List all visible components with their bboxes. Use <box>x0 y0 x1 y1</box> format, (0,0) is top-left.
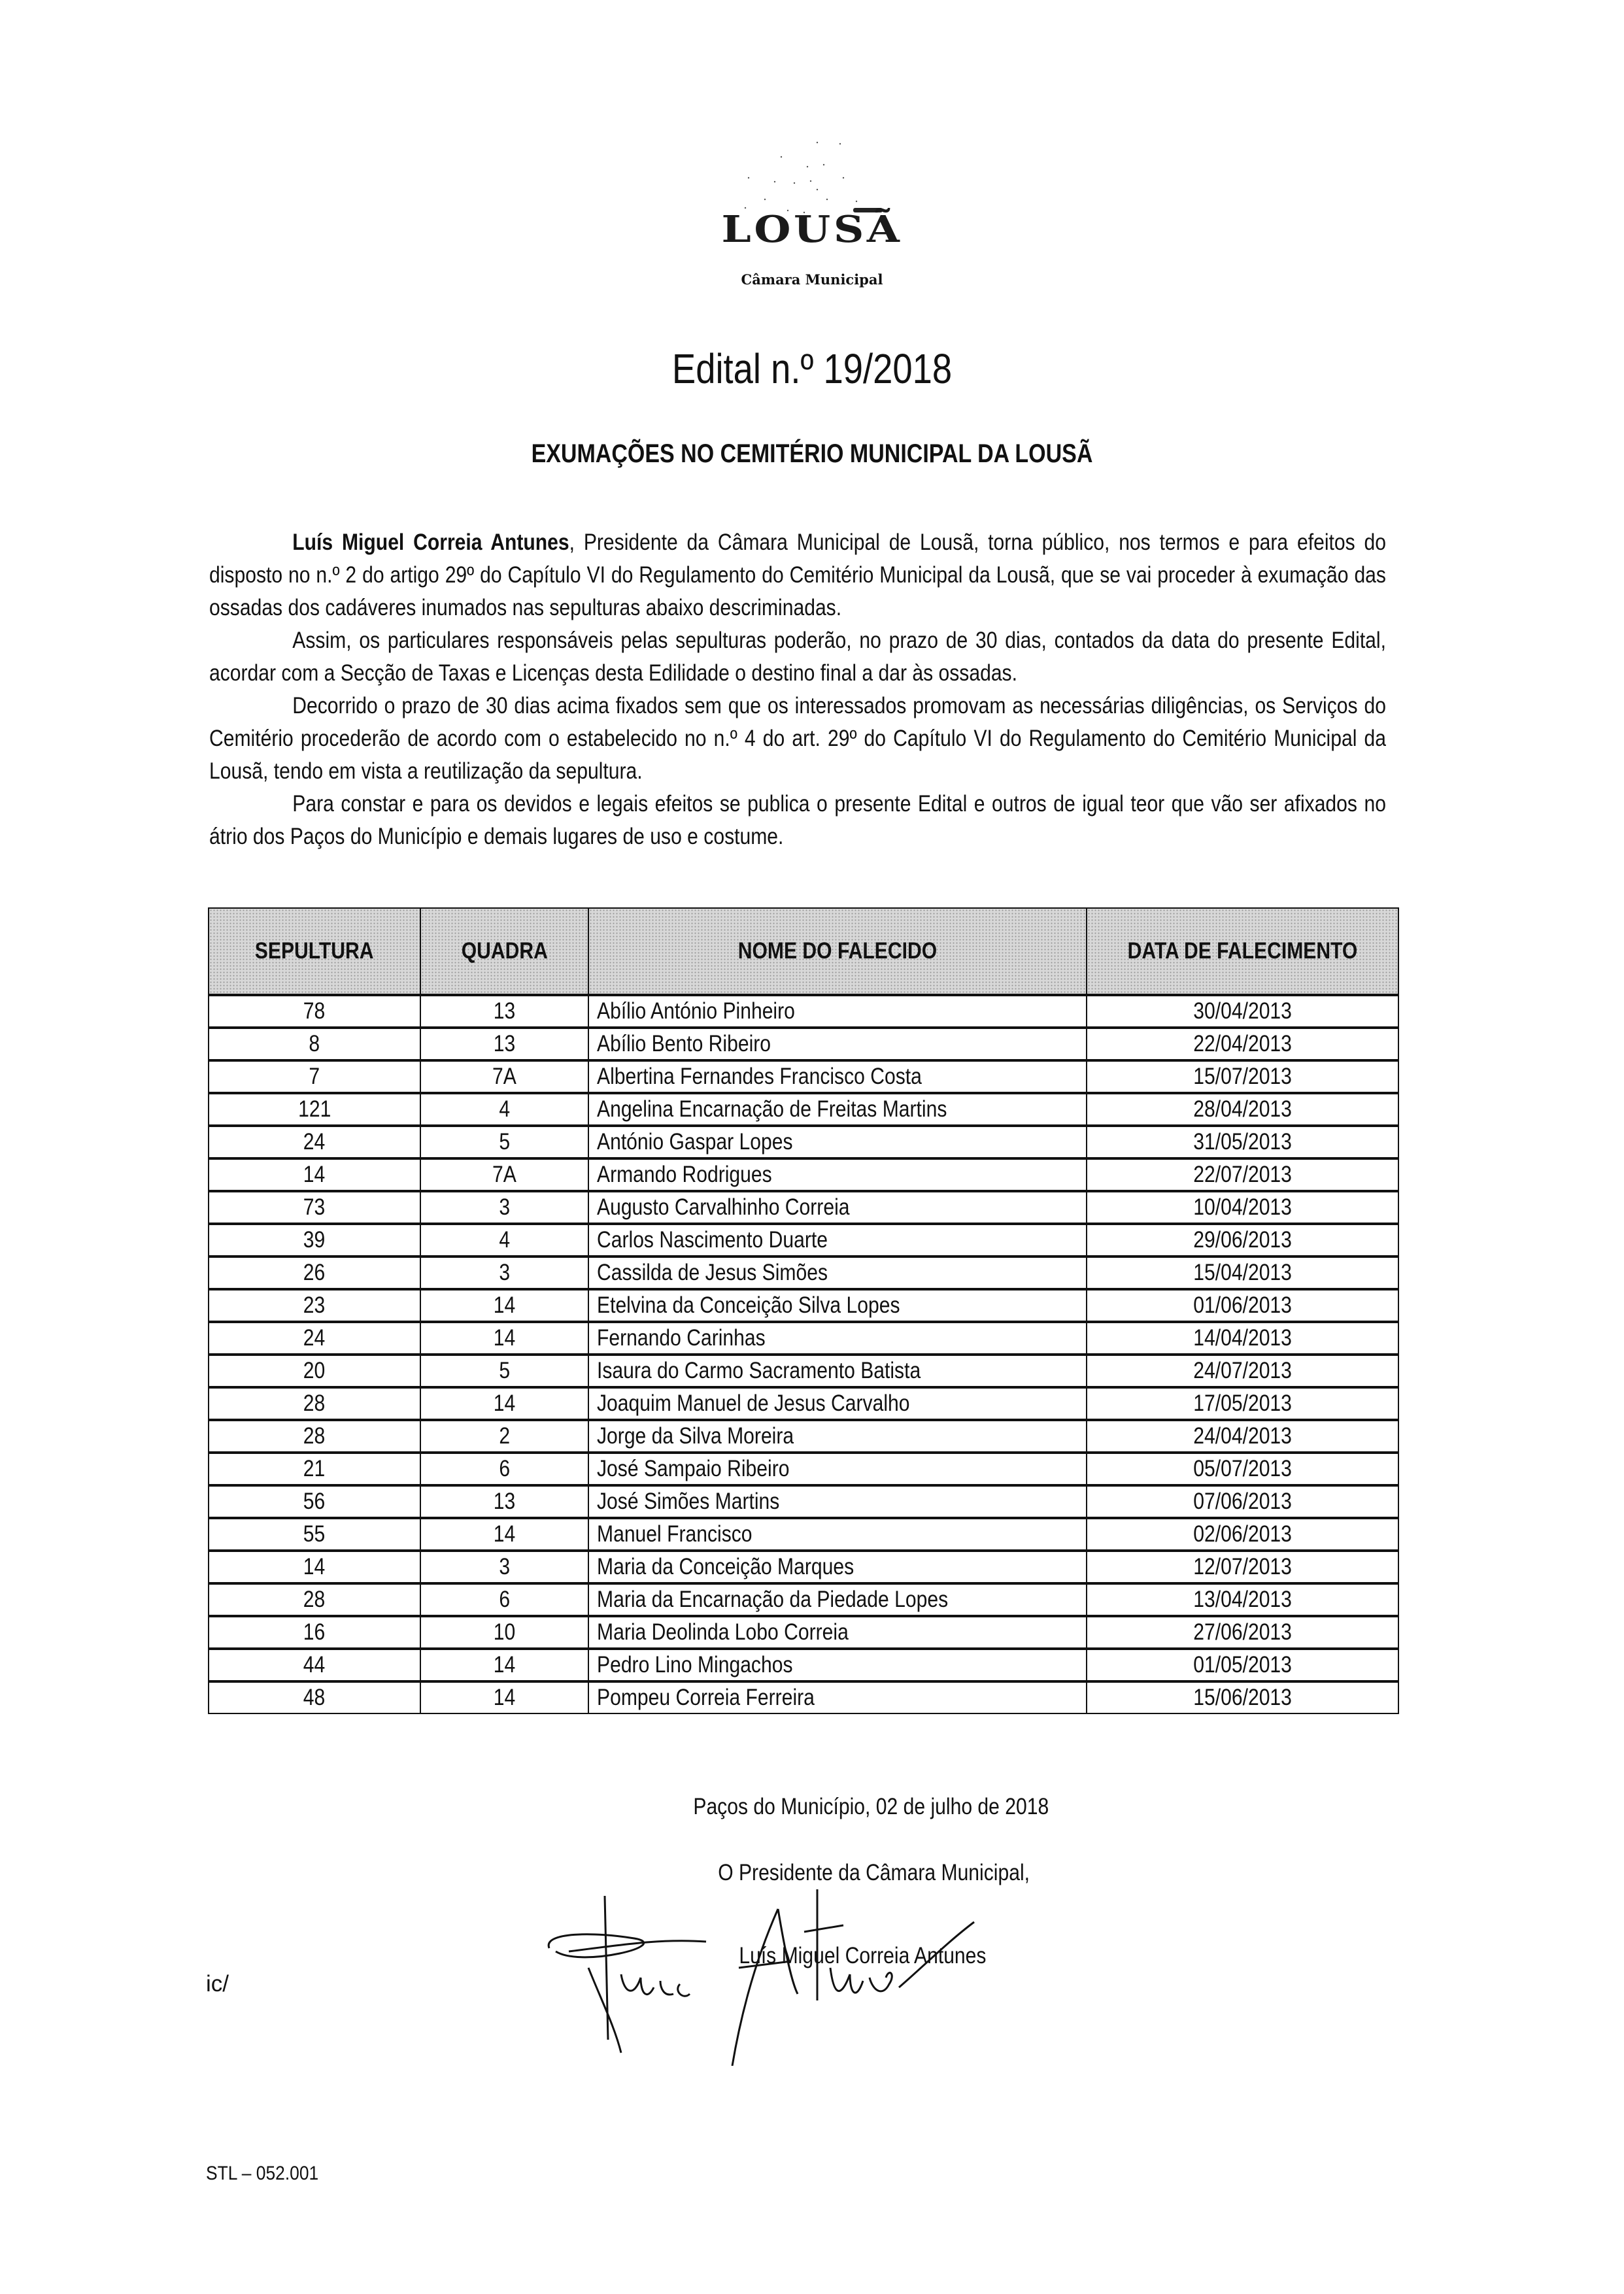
cell-data: 07/06/2013 <box>1087 1485 1398 1518</box>
cell-nome: Pedro Lino Mingachos <box>588 1649 1087 1681</box>
cell-quadra: 6 <box>420 1453 588 1485</box>
cell-data: 02/06/2013 <box>1087 1518 1398 1551</box>
cell-quadra: 7A <box>420 1158 588 1191</box>
cell-quadra: 4 <box>420 1093 588 1126</box>
cell-quadra: 14 <box>420 1649 588 1681</box>
table-row <box>209 1420 1398 1453</box>
table-row <box>209 1028 1398 1060</box>
cell-quadra: 14 <box>420 1518 588 1551</box>
cell-data: 15/07/2013 <box>1087 1060 1398 1093</box>
cell-data: 01/06/2013 <box>1087 1289 1398 1322</box>
cell-data: 17/05/2013 <box>1087 1387 1398 1420</box>
cell-nome: Abílio Bento Ribeiro <box>588 1028 1087 1060</box>
cell-quadra: 3 <box>420 1551 588 1583</box>
cell-sepultura: 7 <box>209 1060 420 1093</box>
logo-subtitle: Câmara Municipal <box>741 271 883 288</box>
cell-data: 05/07/2013 <box>1087 1453 1398 1485</box>
cell-sepultura: 24 <box>209 1126 420 1158</box>
cell-data: 15/06/2013 <box>1087 1681 1398 1713</box>
cell-data: 22/04/2013 <box>1087 1028 1398 1060</box>
cell-data: 13/04/2013 <box>1087 1583 1398 1616</box>
cell-quadra: 2 <box>420 1420 588 1453</box>
president-title: O Presidente da Câmara Municipal, <box>718 1860 1030 1885</box>
cell-sepultura: 55 <box>209 1518 420 1551</box>
cell-nome: Albertina Fernandes Francisco Costa <box>588 1060 1087 1093</box>
table-row <box>209 1093 1398 1126</box>
president-name-inline: Luís Miguel Correia Antunes <box>292 530 569 555</box>
cell-quadra: 13 <box>420 995 588 1028</box>
cell-quadra: 14 <box>420 1289 588 1322</box>
cell-nome: Etelvina da Conceição Silva Lopes <box>588 1289 1087 1322</box>
cell-quadra: 6 <box>420 1583 588 1616</box>
column-header-quadra: QUADRA <box>420 908 588 995</box>
cell-data: 15/04/2013 <box>1087 1257 1398 1289</box>
cell-nome: Angelina Encarnação de Freitas Martins <box>588 1093 1087 1126</box>
cell-nome: Armando Rodrigues <box>588 1158 1087 1191</box>
cell-nome: Isaura do Carmo Sacramento Batista <box>588 1355 1087 1387</box>
exhumation-table <box>208 907 1399 1714</box>
table-header-row <box>209 908 1398 995</box>
document-body <box>209 526 1386 853</box>
cell-quadra: 4 <box>420 1224 588 1257</box>
table-row <box>209 1649 1398 1681</box>
cell-sepultura: 21 <box>209 1453 420 1485</box>
cell-quadra: 7A <box>420 1060 588 1093</box>
cell-nome: Manuel Francisco <box>588 1518 1087 1551</box>
cell-nome: Abílio António Pinheiro <box>588 995 1087 1028</box>
cell-sepultura: 48 <box>209 1681 420 1713</box>
cell-nome: António Gaspar Lopes <box>588 1126 1087 1158</box>
table-row <box>209 1387 1398 1420</box>
column-header-data: DATA DE FALECIMENTO <box>1087 908 1398 995</box>
table-row <box>209 1355 1398 1387</box>
cell-sepultura: 56 <box>209 1485 420 1518</box>
cell-data: 24/07/2013 <box>1087 1355 1398 1387</box>
cell-nome: Joaquim Manuel de Jesus Carvalho <box>588 1387 1087 1420</box>
table-row <box>209 1158 1398 1191</box>
cell-nome: Carlos Nascimento Duarte <box>588 1224 1087 1257</box>
cell-nome: Pompeu Correia Ferreira <box>588 1681 1087 1713</box>
cell-data: 22/07/2013 <box>1087 1158 1398 1191</box>
cell-quadra: 5 <box>420 1126 588 1158</box>
cell-data: 12/07/2013 <box>1087 1551 1398 1583</box>
table-row <box>209 1060 1398 1093</box>
paragraph-1 <box>209 526 1386 624</box>
cell-quadra: 14 <box>420 1322 588 1355</box>
table-row <box>209 995 1398 1028</box>
paragraph-3: Decorrido o prazo de 30 dias acima fixados sem que os interessados promovam as necessárias diligências, os Serviços do Cemitério procederão de acordo com o estabelecido no n.º 4 do art. 29º do Capítulo VI do Regulamento do Cemitério Municipal da Lousã, tendo em vista a reutilização da sepultura. <box>209 693 1386 784</box>
table-row <box>209 1257 1398 1289</box>
cell-data: 28/04/2013 <box>1087 1093 1398 1126</box>
cell-sepultura: 121 <box>209 1093 420 1126</box>
cell-quadra: 3 <box>420 1191 588 1224</box>
cell-quadra: 14 <box>420 1681 588 1713</box>
cell-sepultura: 14 <box>209 1551 420 1583</box>
cell-data: 27/06/2013 <box>1087 1616 1398 1649</box>
cell-sepultura: 14 <box>209 1158 420 1191</box>
cell-data: 30/04/2013 <box>1087 995 1398 1028</box>
cell-sepultura: 28 <box>209 1387 420 1420</box>
cell-nome: Jorge da Silva Moreira <box>588 1420 1087 1453</box>
cell-sepultura: 28 <box>209 1420 420 1453</box>
table-row <box>209 1224 1398 1257</box>
cell-quadra: 13 <box>420 1028 588 1060</box>
table-row <box>209 1126 1398 1158</box>
cell-sepultura: 16 <box>209 1616 420 1649</box>
paragraph-2: Assim, os particulares responsáveis pelas sepulturas poderão, no prazo de 30 dias, contados da data do presente Edital, acordar com a Secção de Taxas e Licenças desta Edilidade o destino final a dar às ossadas. <box>209 628 1386 686</box>
cell-nome: Cassilda de Jesus Simões <box>588 1257 1087 1289</box>
place-and-date: Paços do Município, 02 de julho de 2018 <box>693 1794 1049 1819</box>
cell-quadra: 10 <box>420 1616 588 1649</box>
cell-data: 10/04/2013 <box>1087 1191 1398 1224</box>
cell-nome: José Sampaio Ribeiro <box>588 1453 1087 1485</box>
paragraph-1-text: , Presidente da Câmara Municipal de Lousã, torna público, nos termos e para efeitos do disposto no n.º 2 do artigo 29º do Capítulo VI do Regulamento do Cemitério Municipal da Lousã, que se vai proceder à exumação das ossadas dos cadáveres inumados nas sepulturas abaixo descriminadas. <box>209 530 1386 620</box>
logo-wordmark: LOUSÃ <box>721 208 903 251</box>
cell-sepultura: 24 <box>209 1322 420 1355</box>
table-row <box>209 1551 1398 1583</box>
table-row <box>209 1518 1398 1551</box>
cell-sepultura: 73 <box>209 1191 420 1224</box>
table-row <box>209 1681 1398 1713</box>
table-row <box>209 1289 1398 1322</box>
cell-data: 31/05/2013 <box>1087 1126 1398 1158</box>
table-row <box>209 1322 1398 1355</box>
document-code: STL – 052.001 <box>206 2163 319 2184</box>
column-header-sepultura: SEPULTURA <box>209 908 420 995</box>
table-row <box>209 1191 1398 1224</box>
cell-nome: Fernando Carinhas <box>588 1322 1087 1355</box>
cell-nome: Maria da Encarnação da Piedade Lopes <box>588 1583 1087 1616</box>
cell-sepultura: 78 <box>209 995 420 1028</box>
cell-nome: Maria da Conceição Marques <box>588 1551 1087 1583</box>
table-row <box>209 1485 1398 1518</box>
cell-quadra: 5 <box>420 1355 588 1387</box>
cell-sepultura: 28 <box>209 1583 420 1616</box>
cell-quadra: 13 <box>420 1485 588 1518</box>
cell-nome: José Simões Martins <box>588 1485 1087 1518</box>
cell-sepultura: 39 <box>209 1224 420 1257</box>
paragraph-4: Para constar e para os devidos e legais efeitos se publica o presente Edital e outros de igual teor que vão ser afixados no átrio dos Paços do Município e demais lugares de uso e costume. <box>209 791 1386 849</box>
table-row <box>209 1453 1398 1485</box>
cell-nome: Augusto Carvalhinho Correia <box>588 1191 1087 1224</box>
cell-quadra: 14 <box>420 1387 588 1420</box>
cell-sepultura: 26 <box>209 1257 420 1289</box>
table-row <box>209 1583 1398 1616</box>
cell-data: 14/04/2013 <box>1087 1322 1398 1355</box>
document-title: Edital n.º 19/2018 <box>671 345 953 392</box>
cell-quadra: 3 <box>420 1257 588 1289</box>
document-subject: EXUMAÇÕES NO CEMITÉRIO MUNICIPAL DA LOUSÃ <box>531 439 1093 468</box>
cell-data: 29/06/2013 <box>1087 1224 1398 1257</box>
president-name: Luís Miguel Correia Antunes <box>739 1943 987 1968</box>
author-initials: ic/ <box>206 1971 229 1997</box>
table-body <box>209 995 1398 1713</box>
cell-data: 24/04/2013 <box>1087 1420 1398 1453</box>
cell-sepultura: 8 <box>209 1028 420 1060</box>
table-row <box>209 1616 1398 1649</box>
cell-data: 01/05/2013 <box>1087 1649 1398 1681</box>
logo-dots-icon <box>726 137 922 216</box>
cell-nome: Maria Deolinda Lobo Correia <box>588 1616 1087 1649</box>
cell-sepultura: 20 <box>209 1355 420 1387</box>
cell-sepultura: 23 <box>209 1289 420 1322</box>
cell-sepultura: 44 <box>209 1649 420 1681</box>
column-header-nome: NOME DO FALECIDO <box>588 908 1087 995</box>
